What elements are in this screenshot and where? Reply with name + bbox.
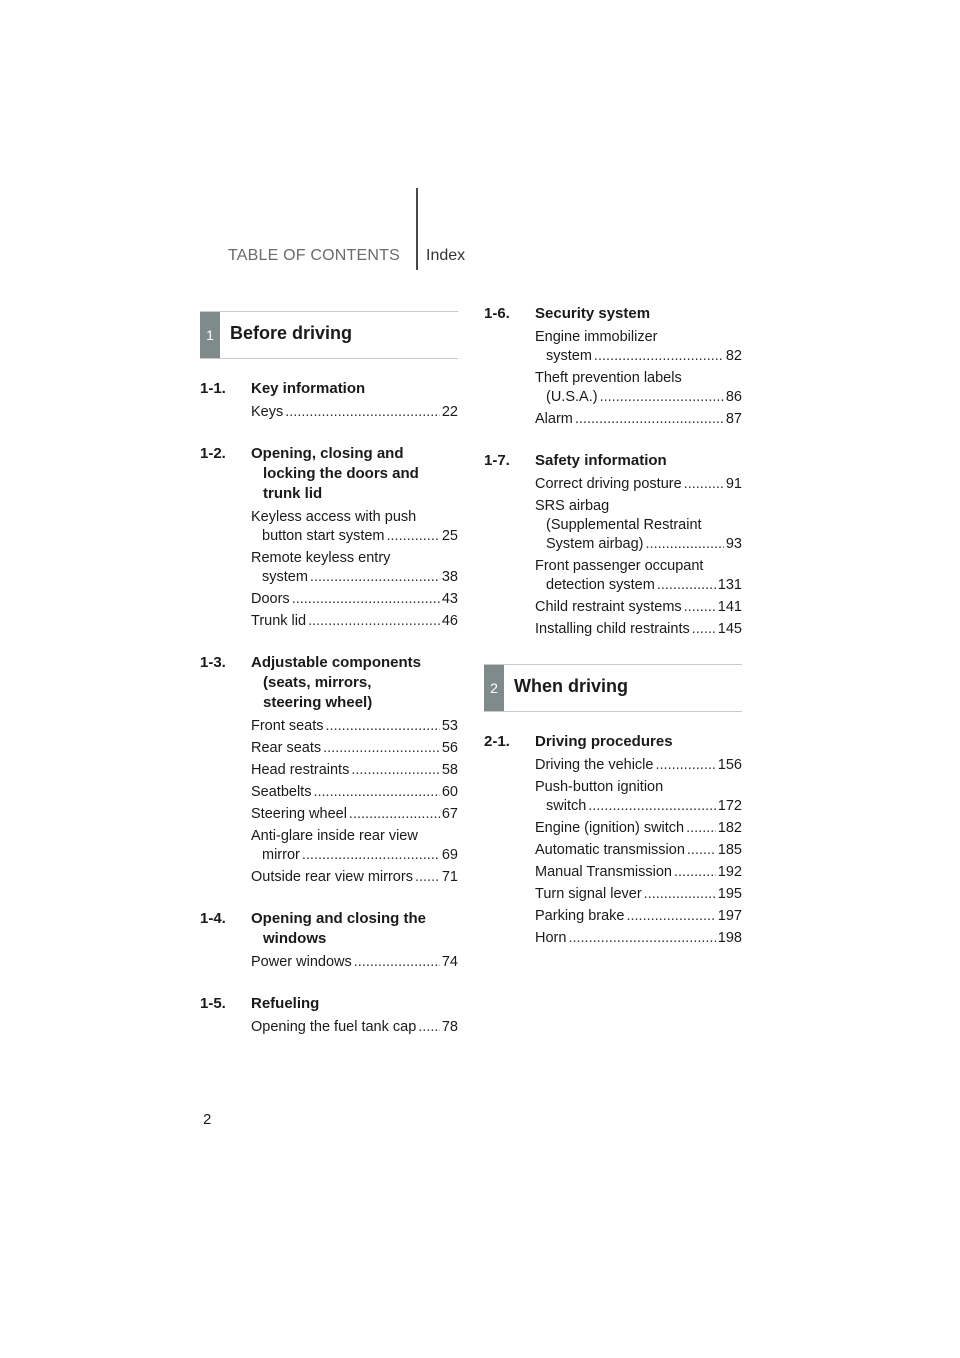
toc-entry[interactable] [251, 953, 458, 972]
chapter-number: 1-1. [200, 380, 226, 397]
chapter-title [251, 653, 458, 713]
dot-leader [687, 841, 716, 860]
chapter-title [251, 379, 458, 399]
toc-entry[interactable] [251, 1018, 458, 1037]
page-number: 2 [203, 1111, 212, 1128]
entry-text-line: Alarm [535, 411, 573, 427]
dot-leader [326, 717, 440, 736]
chapter-heading[interactable] [200, 994, 458, 1014]
entry-text-line: mirror [262, 847, 300, 863]
chapter-title-line: Opening and closing the [251, 910, 427, 927]
entry-text-line: Anti-glare inside rear view [251, 828, 418, 844]
chapter-title-line: Adjustable components [251, 654, 422, 671]
toc-entry[interactable] [535, 863, 742, 882]
chapter [200, 994, 458, 1037]
chapter-title [251, 994, 458, 1014]
entry-text-line: Power windows [251, 954, 352, 970]
toc-entry[interactable] [251, 805, 458, 824]
entry-page-number: 91 [725, 476, 742, 492]
dot-leader [323, 739, 440, 758]
toc-entry[interactable] [251, 868, 458, 887]
chapter-title-line: Refueling [251, 995, 320, 1012]
entry-text-line: Parking brake [535, 908, 625, 924]
toc-entry[interactable] [535, 475, 742, 494]
dot-leader [686, 819, 716, 838]
entry-page-number: 131 [717, 577, 742, 593]
toc-entry[interactable] [535, 929, 742, 948]
dot-leader [568, 929, 715, 948]
chapter-title [535, 304, 742, 324]
chapter-heading[interactable] [484, 304, 742, 324]
dot-leader [310, 568, 440, 587]
section-title[interactable]: When driving [514, 676, 628, 696]
entry-page-number: 74 [441, 954, 458, 970]
entry-page-number: 46 [441, 613, 458, 629]
section-header [484, 664, 742, 712]
chapter-title-line: windows [263, 930, 327, 947]
toc-entry[interactable] [535, 598, 742, 617]
dot-leader [285, 403, 440, 422]
chapter-heading[interactable] [484, 732, 742, 752]
entry-list [251, 953, 458, 972]
toc-entry[interactable] [251, 827, 458, 865]
entry-page-number: 38 [441, 569, 458, 585]
chapter-heading[interactable] [484, 451, 742, 471]
entry-text-line: Engine (ignition) switch [535, 820, 685, 836]
chapter-title-line: locking the doors and [263, 465, 419, 482]
dot-leader [351, 761, 440, 780]
toc-entry[interactable] [251, 403, 458, 422]
entry-page-number: 185 [717, 842, 742, 858]
entry-list [535, 475, 742, 639]
section-header [200, 311, 458, 359]
entry-text-line: Keys [251, 404, 284, 420]
entry-text-line: Manual Transmission [535, 864, 672, 880]
toc-entry[interactable] [535, 819, 742, 838]
entry-page-number: 87 [725, 411, 742, 427]
dot-leader [644, 885, 716, 904]
chapter [484, 304, 742, 429]
entry-text-line: (Supplemental Restraint [546, 517, 702, 533]
entry-list [251, 1018, 458, 1037]
dot-leader [600, 388, 724, 407]
entry-page-number: 195 [717, 886, 742, 902]
toc-entry[interactable] [251, 508, 458, 546]
entry-text-line: Keyless access with push [251, 509, 417, 525]
chapter [200, 653, 458, 887]
entry-page-number: 82 [725, 348, 742, 364]
chapter-title-line: Key information [251, 380, 366, 397]
toc-entry[interactable] [251, 761, 458, 780]
toc-link[interactable]: TABLE OF CONTENTS [227, 247, 400, 264]
entry-page-number: 197 [717, 908, 742, 924]
entry-text-line: (U.S.A.) [546, 389, 598, 405]
chapter-heading[interactable] [200, 444, 458, 504]
dot-leader [684, 598, 716, 617]
chapter-title [535, 732, 742, 752]
entry-text-line: Remote keyless entry [251, 550, 391, 566]
entry-page-number: 71 [441, 869, 458, 885]
entry-page-number: 156 [717, 757, 742, 773]
dot-leader [415, 868, 440, 887]
chapter-title [251, 909, 458, 949]
chapter-number: 2-1. [484, 733, 510, 750]
toc-entry[interactable] [251, 739, 458, 758]
dot-leader [692, 620, 716, 639]
section-title[interactable]: Before driving [230, 323, 353, 343]
chapter-title-line: (seats, mirrors, [263, 674, 372, 691]
dot-leader [684, 475, 724, 494]
entry-list [251, 508, 458, 631]
dot-leader [657, 576, 716, 595]
entry-page-number: 141 [717, 599, 742, 615]
entry-list [251, 403, 458, 422]
dot-leader [292, 590, 440, 609]
toc-entry[interactable] [535, 410, 742, 429]
entry-text-line: System airbag) [546, 536, 644, 552]
entry-page-number: 172 [717, 798, 742, 814]
header-divider [416, 188, 418, 270]
entry-page-number: 25 [441, 528, 458, 544]
dot-leader [387, 527, 440, 546]
dot-leader [418, 1018, 440, 1037]
entry-page-number: 78 [441, 1019, 458, 1035]
toc-entry[interactable] [535, 778, 742, 816]
toc-entry[interactable] [251, 549, 458, 587]
chapter-number: 1-4. [200, 910, 226, 927]
section-tab: 1 [200, 312, 220, 358]
entry-text-line: Push-button ignition [535, 779, 664, 795]
entry-text-line: Steering wheel [251, 806, 347, 822]
entry-text-line: Head restraints [251, 762, 350, 778]
toc-entry[interactable] [535, 369, 742, 407]
entry-text-line: system [546, 348, 592, 364]
toc-column-right-bottom [484, 664, 742, 948]
chapter-title-line: steering wheel) [263, 694, 373, 711]
entry-page-number: 93 [725, 536, 742, 552]
chapter [484, 451, 742, 639]
entry-text-line: Front seats [251, 718, 324, 734]
entry-list [535, 756, 742, 948]
toc-entry[interactable] [535, 885, 742, 904]
dot-leader [354, 953, 440, 972]
entry-page-number: 145 [717, 621, 742, 637]
entry-text-line: button start system [262, 528, 385, 544]
chapter-title [251, 444, 458, 504]
chapter-title-line: Opening, closing and [251, 445, 404, 462]
entry-page-number: 60 [441, 784, 458, 800]
dot-leader [594, 347, 724, 366]
entry-page-number: 69 [441, 847, 458, 863]
chapter [484, 732, 742, 948]
entry-text-line: Driving the vehicle [535, 757, 654, 773]
entry-text-line: system [262, 569, 308, 585]
toc-entry[interactable] [251, 783, 458, 802]
entry-text-line: Seatbelts [251, 784, 312, 800]
entry-text-line: detection system [546, 577, 655, 593]
chapter-title [535, 451, 742, 471]
chapter-title-line: trunk lid [263, 485, 323, 502]
entry-text-line: Trunk lid [251, 613, 307, 629]
entry-text-line: Automatic transmission [535, 842, 685, 858]
entry-text-line: Installing child restraints [535, 621, 690, 637]
entry-text-line: SRS airbag [535, 498, 610, 514]
chapter-title-line: Security system [535, 305, 651, 322]
chapter-heading[interactable] [200, 909, 458, 949]
toc-entry[interactable] [251, 612, 458, 631]
entry-page-number: 67 [441, 806, 458, 822]
dot-leader [655, 756, 715, 775]
dot-leader [308, 612, 440, 631]
entry-page-number: 56 [441, 740, 458, 756]
dot-leader [302, 846, 440, 865]
toc-entry[interactable] [251, 590, 458, 609]
dot-leader [575, 410, 724, 429]
entry-page-number: 53 [441, 718, 458, 734]
entry-page-number: 22 [441, 404, 458, 420]
dot-leader [349, 805, 440, 824]
chapter-number: 1-6. [484, 305, 510, 322]
toc-entry[interactable] [535, 497, 742, 554]
chapter-number: 1-3. [200, 654, 226, 671]
entry-text-line: Horn [535, 930, 567, 946]
toc-entry[interactable] [535, 620, 742, 639]
toc-entry[interactable] [535, 841, 742, 860]
toc-entry[interactable] [535, 907, 742, 926]
chapter [200, 909, 458, 972]
dot-leader [646, 535, 724, 554]
entry-text-line: Front passenger occupant [535, 558, 704, 574]
entry-text-line: Doors [251, 591, 290, 607]
toc-entry[interactable] [535, 328, 742, 366]
entry-page-number: 86 [725, 389, 742, 405]
entry-page-number: 198 [717, 930, 742, 946]
entry-list [535, 328, 742, 429]
entry-text-line: switch [546, 798, 587, 814]
entry-text-line: Theft prevention labels [535, 370, 682, 386]
entry-text-line: Turn signal lever [535, 886, 642, 902]
entry-page-number: 58 [441, 762, 458, 778]
entry-text-line: Rear seats [251, 740, 322, 756]
chapter [200, 444, 458, 631]
dot-leader [674, 863, 716, 882]
dot-leader [313, 783, 439, 802]
entry-page-number: 43 [441, 591, 458, 607]
index-link[interactable]: Index [426, 247, 466, 264]
toc-entry[interactable] [251, 717, 458, 736]
toc-entry[interactable] [535, 557, 742, 595]
entry-list [251, 717, 458, 887]
chapter-number: 1-5. [200, 995, 226, 1012]
chapter-heading[interactable] [200, 379, 458, 399]
entry-page-number: 192 [717, 864, 742, 880]
entry-text-line: Outside rear view mirrors [251, 869, 413, 885]
chapter [200, 379, 458, 422]
chapter-heading[interactable] [200, 653, 458, 713]
dot-leader [626, 907, 715, 926]
toc-entry[interactable] [535, 756, 742, 775]
entry-text-line: Engine immobilizer [535, 329, 658, 345]
chapter-title-line: Safety information [535, 452, 667, 469]
entry-text-line: Opening the fuel tank cap [251, 1019, 417, 1035]
entry-text-line: Child restraint systems [535, 599, 682, 615]
section-tab: 2 [484, 665, 504, 711]
chapter-number: 1-2. [200, 445, 226, 462]
toc-column-right-top [484, 304, 742, 639]
entry-page-number: 182 [717, 820, 742, 836]
toc-column-left [200, 311, 458, 1037]
chapter-title-line: Driving procedures [535, 733, 673, 750]
entry-text-line: Correct driving posture [535, 476, 682, 492]
chapter-number: 1-7. [484, 452, 510, 469]
dot-leader [588, 797, 716, 816]
